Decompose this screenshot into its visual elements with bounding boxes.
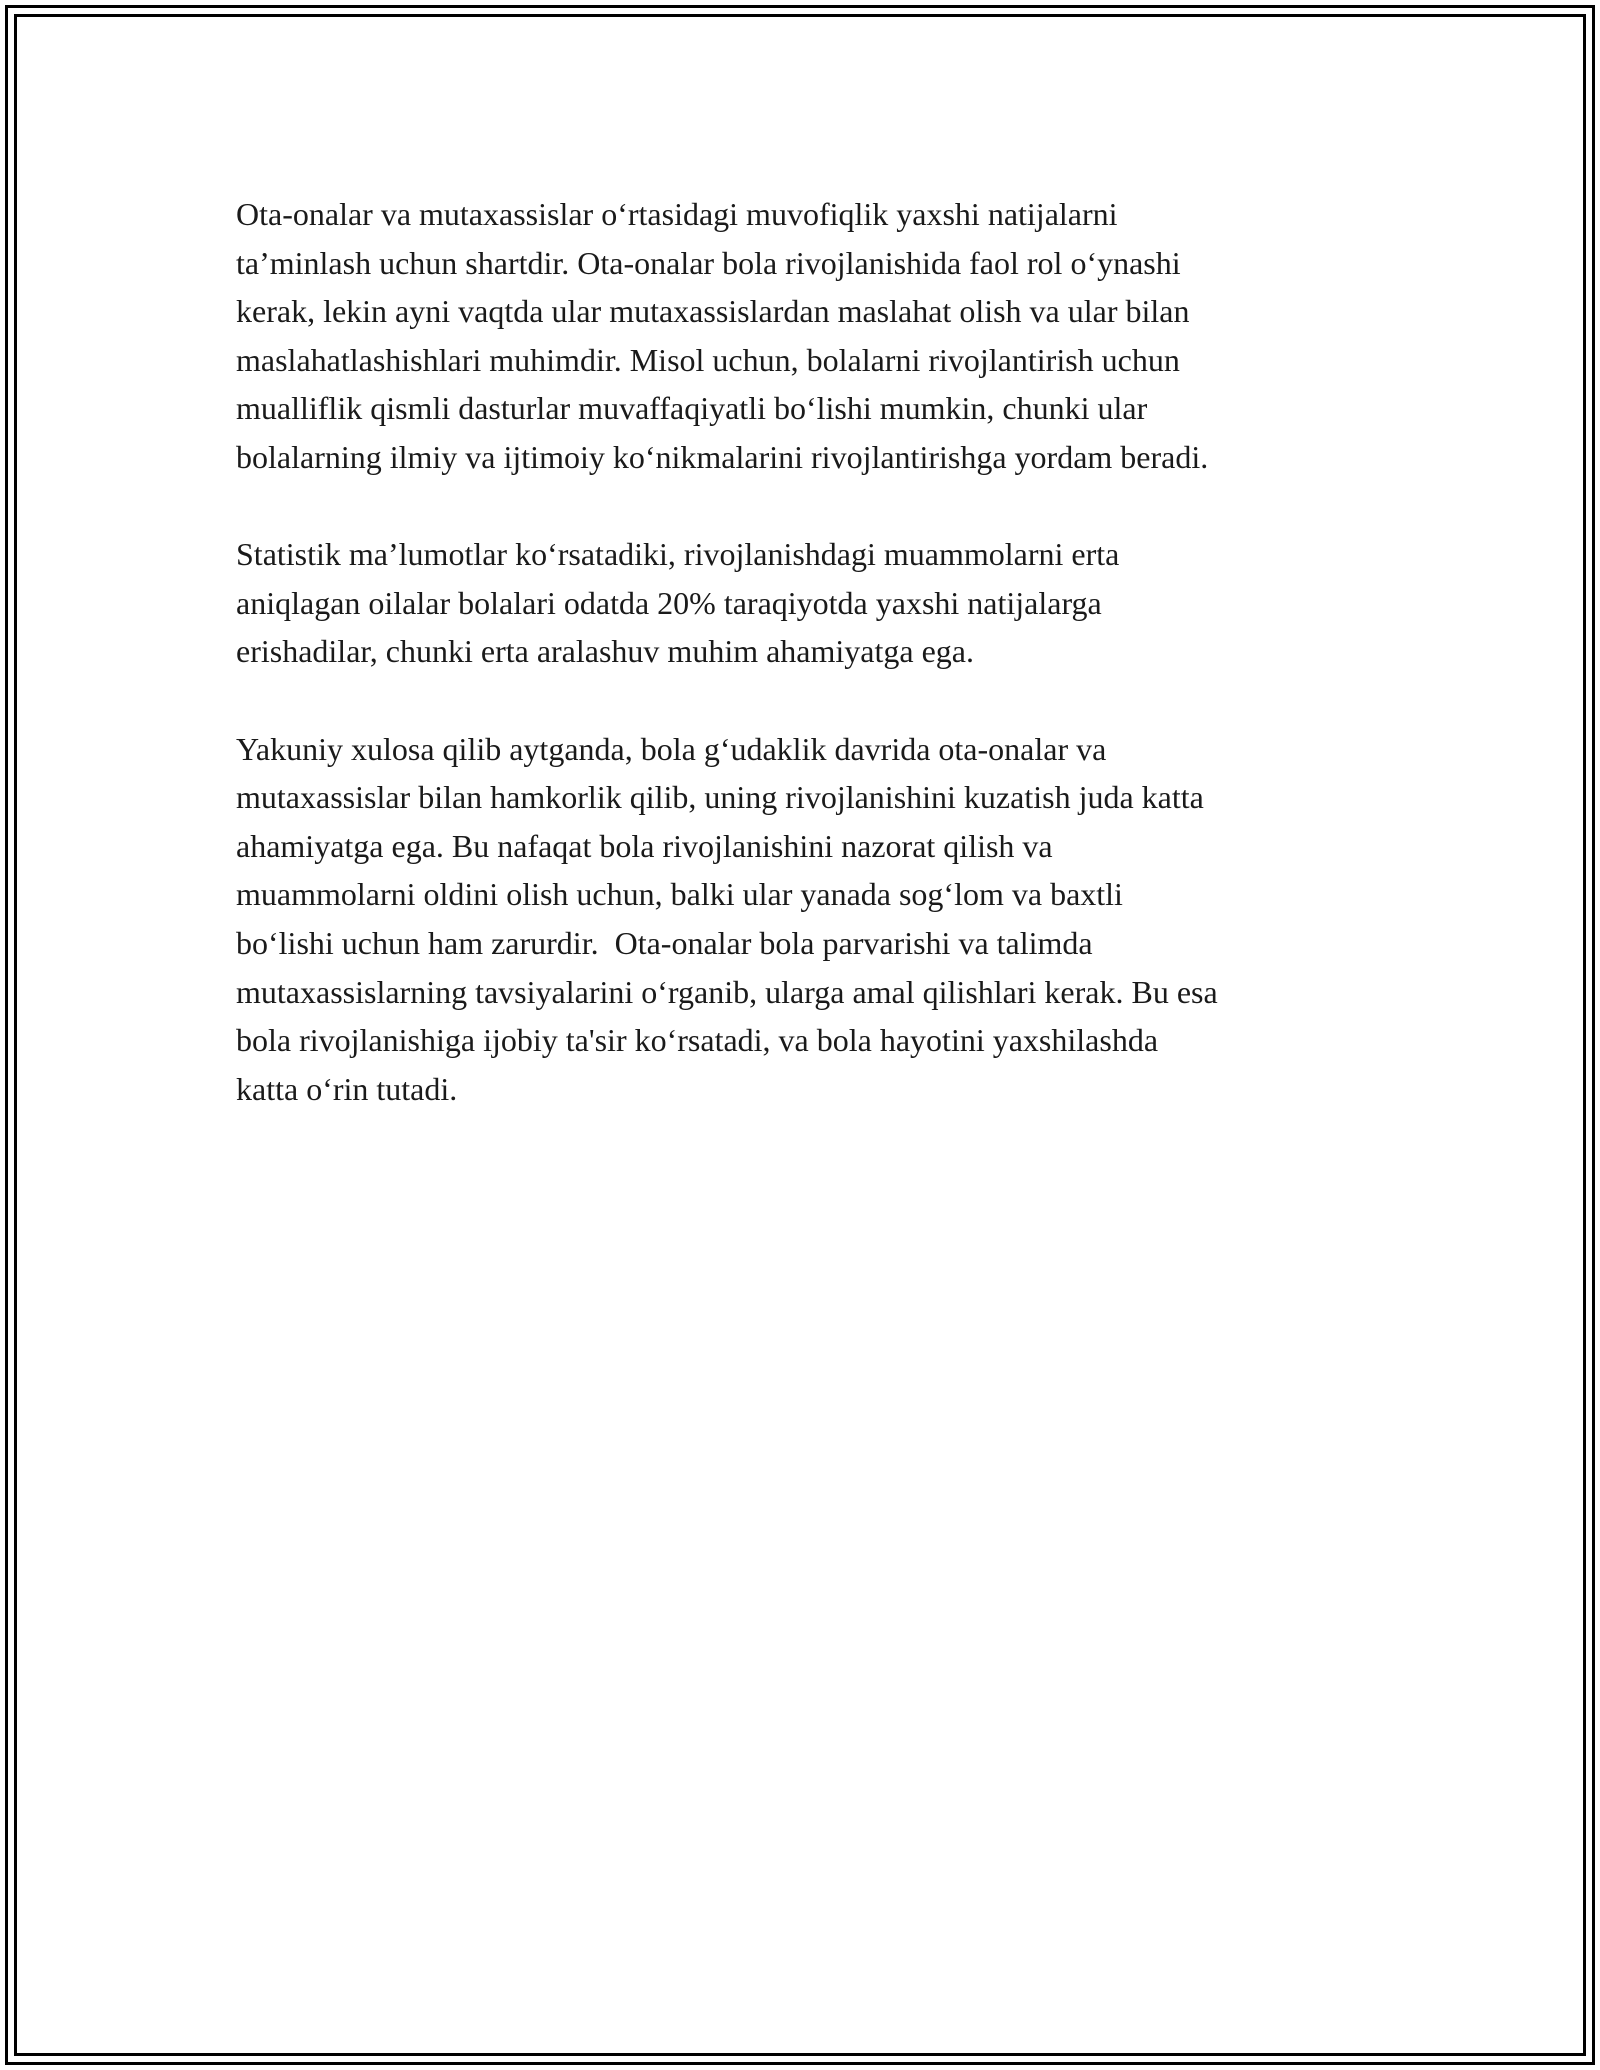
text-line: bolalarning ilmiy va ijtimoiy ko‘nikmalarini rivojlantirishga yordam beradi. [236,438,1209,475]
text-line: mualliflik qismli dasturlar muvaffaqiyatli bo‘lishi mumkin, chunki ular [236,390,1148,427]
text-line: erishadilar, chunki erta aralashuv muhim ahamiyatga ega. [236,633,974,670]
text-line: kerak, lekin ayni vaqtda ular mutaxassislardan maslahat olish va ular bilan [236,293,1190,330]
text-line: mutaxassislarning tavsiyalarini o‘rganib, ularga amal qilishlari kerak. Bu esa [236,973,1218,1010]
text-line: bola rivojlanishiga ijobiy ta'sir ko‘rsatadi, va bola hayotini yaxshilashda [236,1022,1159,1059]
paragraph-1 [236,190,1386,482]
text-line: bo‘lishi uchun ham zarurdir. Ota-onalar bola parvarishi va talimda [236,924,1093,961]
paragraph-3 [236,725,1386,1114]
text-line: ta’minlash uchun shartdir. Ota-onalar bola rivojlanishida faol rol o‘ynashi [236,244,1181,281]
text-line: Yakuniy xulosa qilib aytganda, bola g‘udaklik davrida ota-onalar va [236,730,1107,767]
text-line: Statistik ma’lumotlar ko‘rsatadiki, rivojlanishdagi muammolarni erta [236,536,1120,573]
paragraph-2 [236,530,1386,676]
document-body [236,190,1386,1162]
text-line: muammolarni oldini olish uchun, balki ular yanada sog‘lom va baxtli [236,876,1123,913]
text-line: ahamiyatga ega. Bu nafaqat bola rivojlanishini nazorat qilish va [236,827,1053,864]
text-line: aniqlagan oilalar bolalari odatda 20% taraqiyotda yaxshi natijalarga [236,584,1102,621]
text-line: katta o‘rin tutadi. [236,1070,458,1107]
text-line: maslahatlashishlari muhimdir. Misol uchun, bolalarni rivojlantirish uchun [236,341,1180,378]
text-line: mutaxassislar bilan hamkorlik qilib, uning rivojlanishini kuzatish juda katta [236,779,1204,816]
text-line: Ota-onalar va mutaxassislar o‘rtasidagi muvofiqlik yaxshi natijalarni [236,196,1118,232]
